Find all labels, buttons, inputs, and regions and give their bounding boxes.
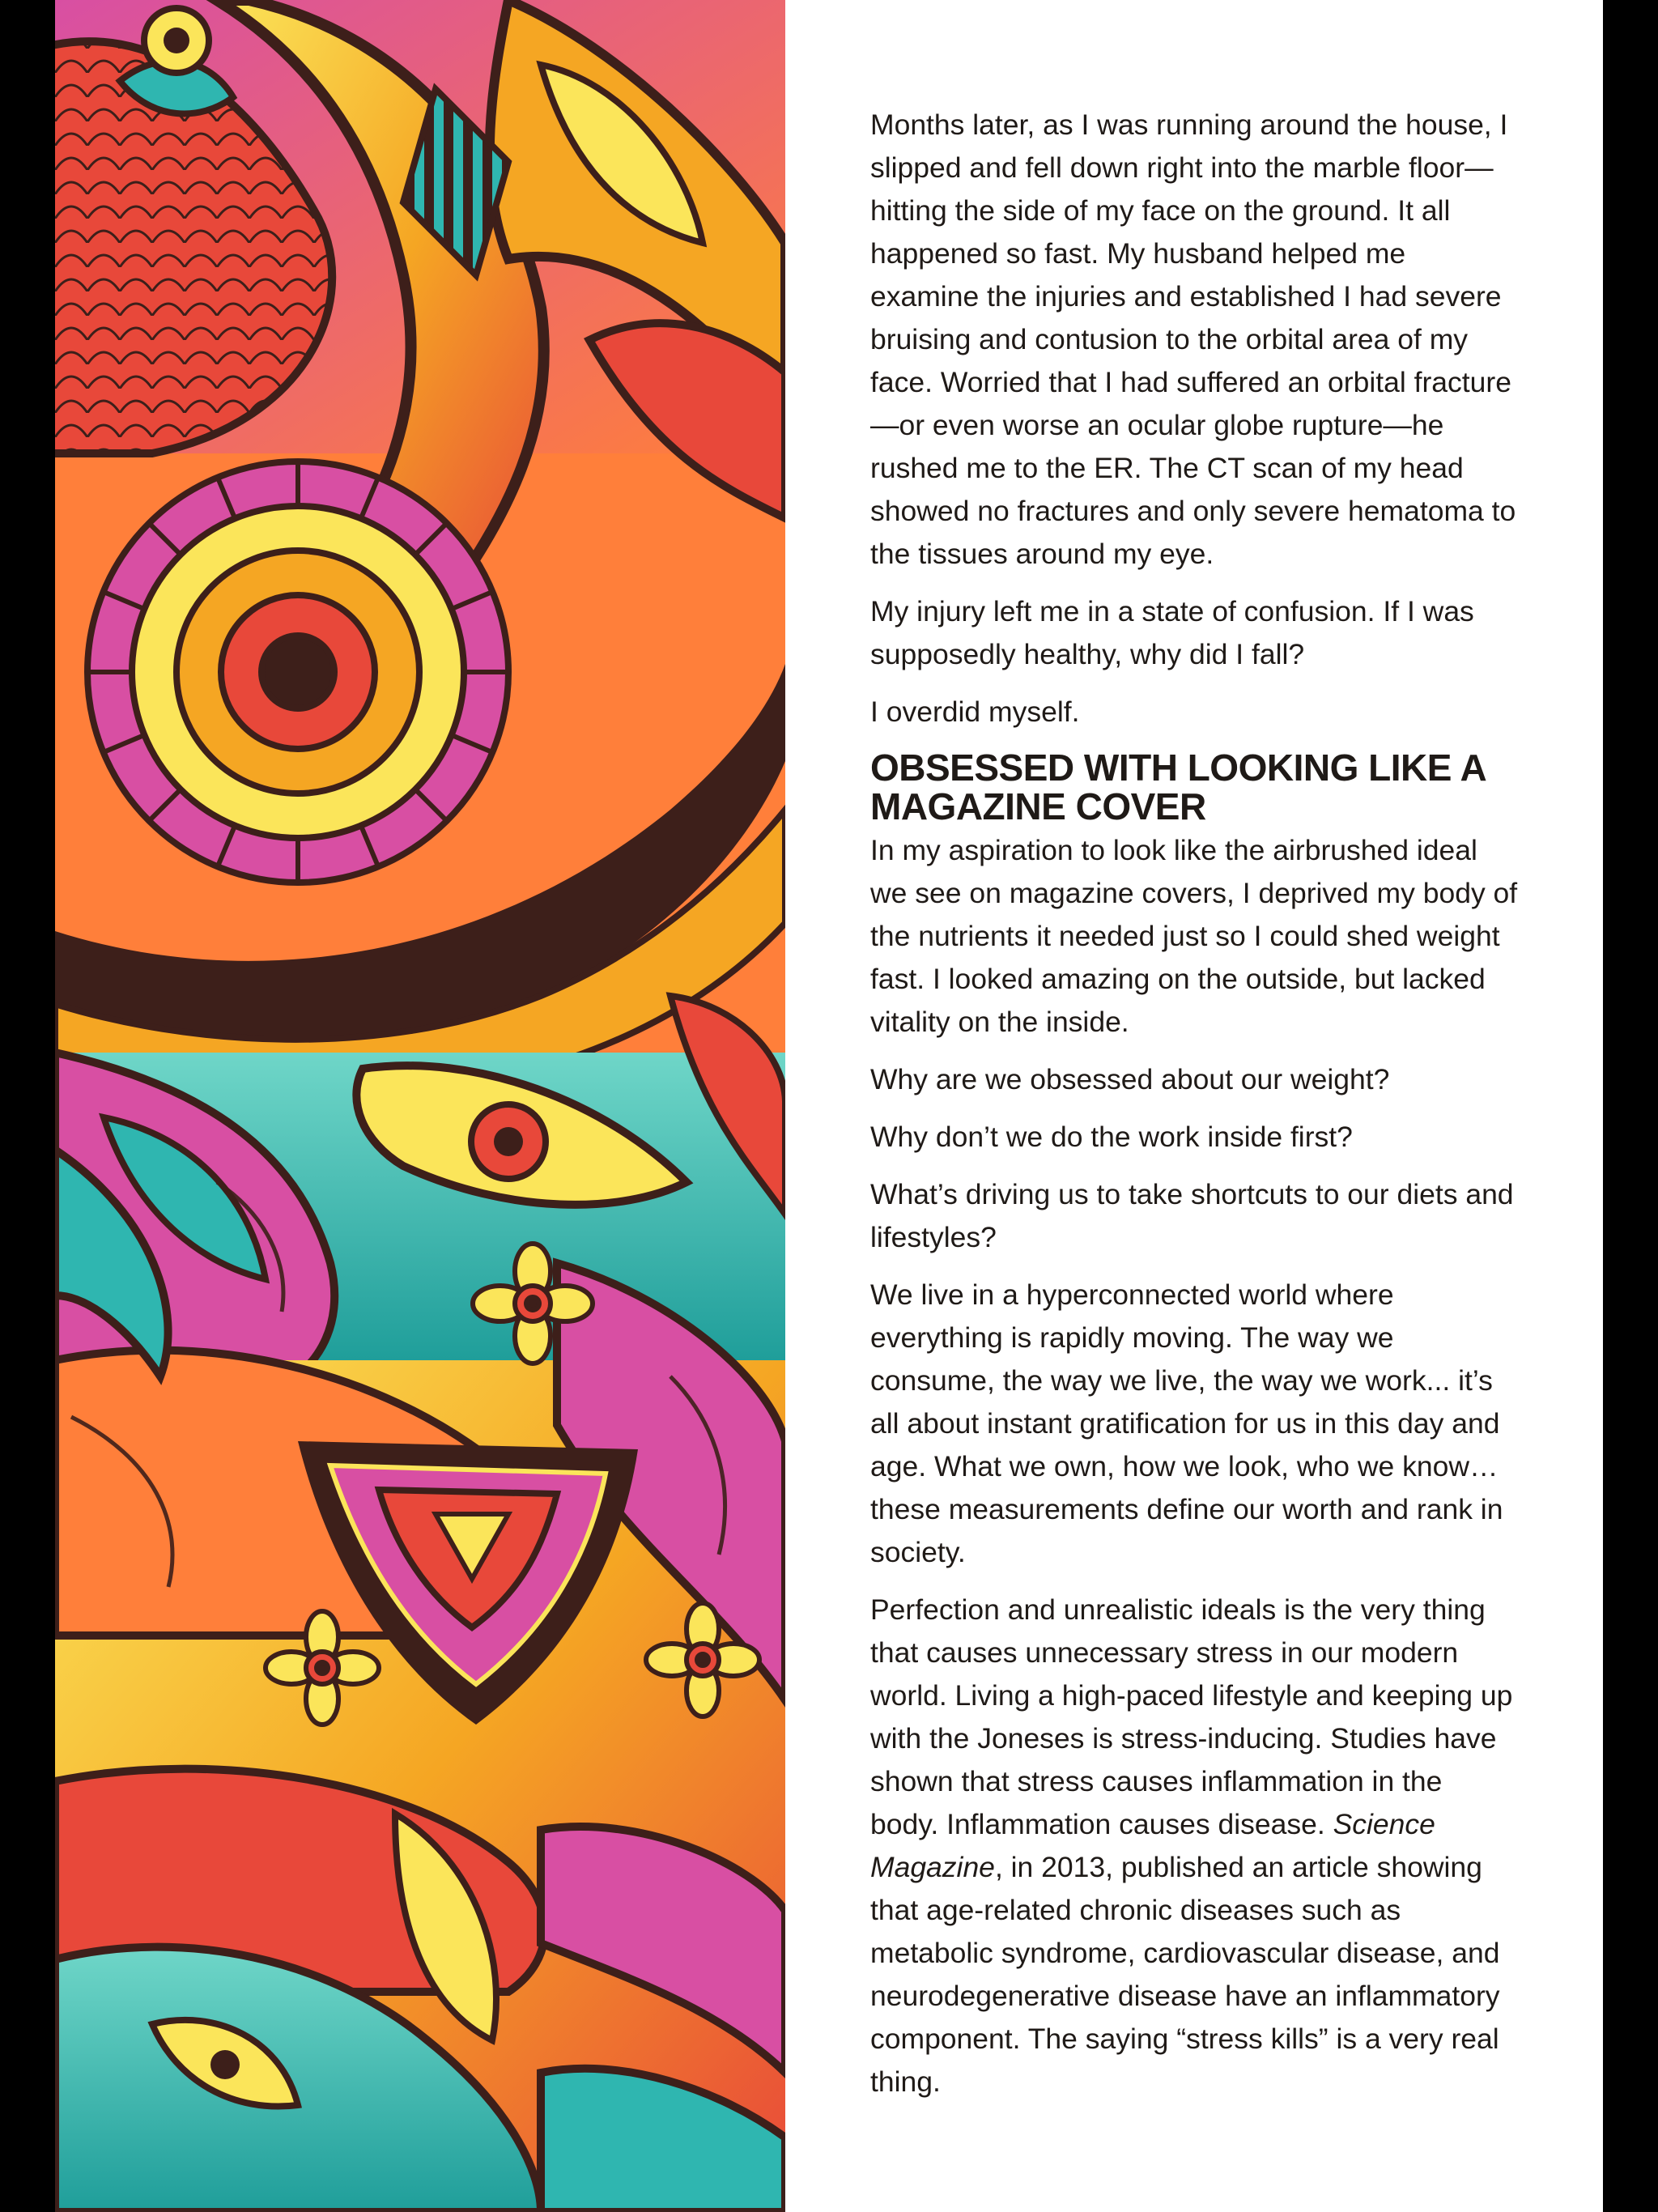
document-page bbox=[55, 0, 1603, 2212]
science-magazine-title: Science Magazine bbox=[870, 1808, 1435, 1883]
paragraph-stress bbox=[870, 1589, 1518, 2104]
paragraph-confusion: My injury left me in a state of confusion. If I was supposedly healthy, why did I fall? bbox=[870, 595, 1474, 670]
paragraph-stress-end: , in 2013, published an article showing that age-related chronic diseases such as metabolic syndrome, cardiovascular disease, and neurodegenerative disease have an inflammatory component. The saying “stress kills” is a very real thing. bbox=[870, 1851, 1500, 2098]
article-text-column bbox=[870, 104, 1518, 2118]
paragraph-aspiration: In my aspiration to look like the airbrushed ideal we see on magazine covers, I deprived my body of the nutrients it needed just so I could shed weight fast. I looked amazing on the outside, but lacked vitality on the inside. bbox=[870, 834, 1518, 1038]
paragraph-question-inside: Why don’t we do the work inside first? bbox=[870, 1121, 1353, 1153]
paragraph-question-weight: Why are we obsessed about our weight? bbox=[870, 1063, 1390, 1095]
paragraph-hyperconnected: We live in a hyperconnected world where everything is rapidly moving. The way we consume, the way we live, the way we work... it’s all about instant gratification for us in this day and age. What we own, how we look, who we know…these measurements define our worth and rank in society. bbox=[870, 1278, 1503, 1568]
paragraph-stress-start: Perfection and unrealistic ideals is the very thing that causes unnecessary stress in our modern world. Living a high-paced lifestyle and keeping up with the Joneses is stress-inducing. Studies have shown that stress causes inflammation in the body. Inflammation causes disease. bbox=[870, 1593, 1513, 1840]
paragraph-overdid: I overdid myself. bbox=[870, 696, 1080, 728]
ornamental-mandala-illustration bbox=[55, 0, 785, 2212]
mandala-pattern-graphic bbox=[55, 0, 785, 2212]
paragraph-fall-incident: Months later, as I was running around the house, I slipped and fell down right into the marble floor—hitting the side of my face on the ground. It all happened so fast. My husband helped me examine the injuries and established I had severe bruising and contusion to the orbital area of my face. Worried that I had suffered an orbital fracture—or even worse an ocular globe rupture—he rushed me to the ER. The CT scan of my head showed no fractures and only severe hematoma to the tissues around my eye. bbox=[870, 108, 1516, 570]
paragraph-question-shortcuts: What’s driving us to take shortcuts to our diets and lifestyles? bbox=[870, 1178, 1514, 1253]
section-heading: OBSESSED WITH LOOKING LIKE A MAGAZINE COVER bbox=[870, 747, 1486, 827]
